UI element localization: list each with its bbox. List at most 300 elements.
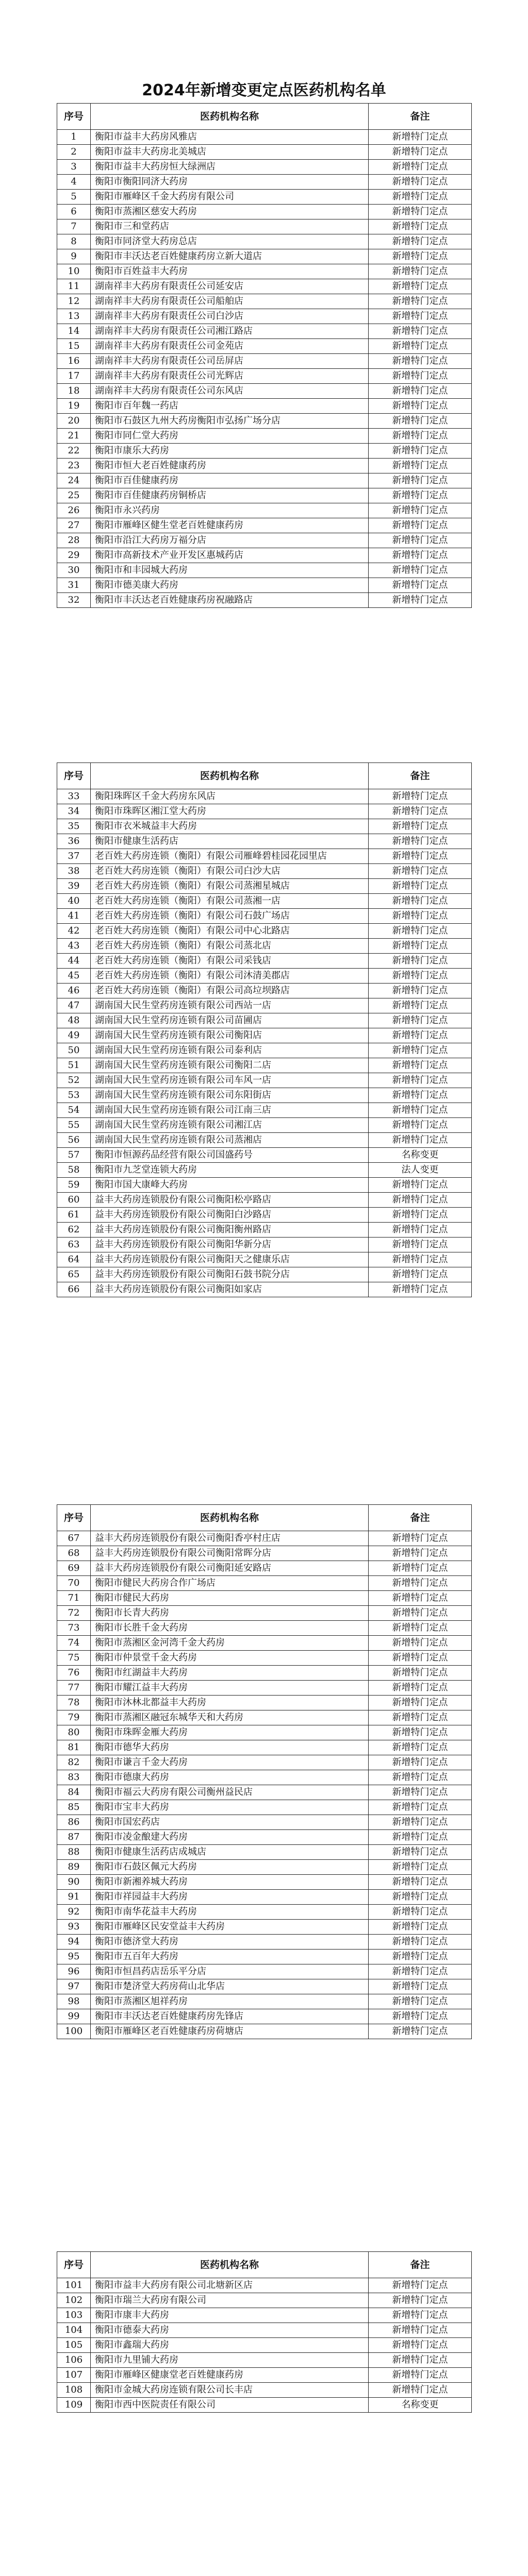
row-institution-name: 衡阳市百姓益丰大药房	[91, 264, 369, 279]
table-row	[57, 309, 472, 324]
row-institution-name: 湖南祥丰大药房有限责任公司东风店	[91, 384, 369, 399]
row-institution-name: 衡阳市和丰园城大药房	[91, 563, 369, 578]
row-note: 新增特门定点	[369, 533, 472, 548]
row-institution-name: 衡阳市石鼓区九州大药房衡阳市弘扬广场分店	[91, 414, 369, 429]
document-title: 2024年新增变更定点医药机构名单	[142, 81, 386, 99]
row-note: 新增特门定点	[369, 819, 472, 834]
row-institution-name: 衡阳市健民大药房	[91, 1591, 369, 1606]
row-note: 新增特门定点	[369, 2338, 472, 2353]
row-note: 新增特门定点	[369, 2293, 472, 2308]
row-seq: 34	[57, 804, 91, 819]
table-row	[57, 1875, 472, 1890]
row-institution-name: 衡阳市雁峰区千金大药房有限公司	[91, 190, 369, 205]
row-note: 新增特门定点	[369, 804, 472, 819]
row-institution-name: 老百姓大药房连锁（衡阳）有限公司白沙大店	[91, 864, 369, 879]
table-row	[57, 444, 472, 459]
table-row	[57, 1830, 472, 1845]
table-row	[57, 1920, 472, 1935]
row-seq: 93	[57, 1920, 91, 1935]
header-seq: 序号	[57, 104, 91, 130]
row-seq: 10	[57, 264, 91, 279]
row-seq: 77	[57, 1681, 91, 1696]
row-institution-name: 衡阳市益丰大药房恒大绿洲店	[91, 160, 369, 175]
table-row	[57, 1994, 472, 2009]
table-row	[57, 2278, 472, 2293]
row-note: 新增特门定点	[369, 219, 472, 234]
row-seq: 50	[57, 1043, 91, 1058]
row-institution-name: 衡阳市恒源药品经营有限公司国盛药号	[91, 1148, 369, 1163]
row-seq: 87	[57, 1830, 91, 1845]
table-row	[57, 819, 472, 834]
row-seq: 109	[57, 2398, 91, 2413]
row-seq: 2	[57, 145, 91, 160]
row-note: 新增特门定点	[369, 1785, 472, 1800]
row-note: 新增特门定点	[369, 548, 472, 563]
table-row	[57, 1845, 472, 1860]
row-institution-name: 湖南国大民生堂药房连锁有限公司泰利店	[91, 1043, 369, 1058]
row-institution-name: 老百姓大药房连锁（衡阳）有限公司中心北路店	[91, 924, 369, 939]
table-row	[57, 1905, 472, 1920]
row-institution-name: 衡阳市九里铺大药房	[91, 2353, 369, 2368]
row-seq: 56	[57, 1133, 91, 1148]
row-note: 新增特门定点	[369, 1028, 472, 1043]
row-seq: 1	[57, 130, 91, 145]
row-seq: 76	[57, 1666, 91, 1681]
row-note: 新增特门定点	[369, 1178, 472, 1193]
row-institution-name: 衡阳市西中医院责任有限公司	[91, 2398, 369, 2413]
row-seq: 69	[57, 1561, 91, 1576]
row-institution-name: 老百姓大药房连锁（衡阳）有限公司采钱店	[91, 954, 369, 969]
row-seq: 21	[57, 429, 91, 444]
row-seq: 14	[57, 324, 91, 339]
row-institution-name: 湖南国大民生堂药房连锁有限公司东阳街店	[91, 1088, 369, 1103]
row-note: 新增特门定点	[369, 849, 472, 864]
row-institution-name: 湖南国大民生堂药房连锁有限公司蒸湘店	[91, 1133, 369, 1148]
table-row	[57, 503, 472, 518]
row-note: 新增特门定点	[369, 1606, 472, 1621]
table-row	[57, 2009, 472, 2024]
row-note: 新增特门定点	[369, 593, 472, 608]
row-institution-name: 衡阳市蒸湘区融冠东城华天和大药房	[91, 1710, 369, 1725]
table-row	[57, 414, 472, 429]
row-seq: 40	[57, 894, 91, 909]
table-row	[57, 1013, 472, 1028]
row-note: 新增特门定点	[369, 1651, 472, 1666]
row-note: 新增特门定点	[369, 518, 472, 533]
row-note: 新增特门定点	[369, 1073, 472, 1088]
row-institution-name: 衡阳市珠晖金雁大药房	[91, 1725, 369, 1740]
table-row	[57, 399, 472, 414]
row-seq: 24	[57, 473, 91, 488]
row-institution-name: 湖南祥丰大药房有限责任公司白沙店	[91, 309, 369, 324]
row-institution-name: 衡阳市永兴药房	[91, 503, 369, 518]
table-row	[57, 2323, 472, 2338]
table-row	[57, 1238, 472, 1252]
row-note: 新增特门定点	[369, 998, 472, 1013]
row-note: 新增特门定点	[369, 444, 472, 459]
row-institution-name: 湖南祥丰大药房有限责任公司船舶店	[91, 294, 369, 309]
row-seq: 25	[57, 488, 91, 503]
row-note: 新增特门定点	[369, 789, 472, 804]
row-note: 新增特门定点	[369, 969, 472, 984]
row-note: 新增特门定点	[369, 578, 472, 593]
row-institution-name: 衡阳珠晖区千金大药房东风店	[91, 789, 369, 804]
row-note: 新增特门定点	[369, 2383, 472, 2398]
header-name: 医药机构名称	[91, 2252, 369, 2278]
row-institution-name: 衡阳市国大康峰大药房	[91, 1178, 369, 1193]
row-institution-name: 衡阳市恒昌药店岳乐平分店	[91, 1964, 369, 1979]
table-row	[57, 849, 472, 864]
row-note: 新增特门定点	[369, 1905, 472, 1920]
row-institution-name: 衡阳市益丰大药房北美城店	[91, 145, 369, 160]
row-institution-name: 益丰大药房连锁股份有限公司衡阳延安路店	[91, 1561, 369, 1576]
table-row	[57, 1073, 472, 1088]
row-institution-name: 衡阳市蒸湘区金河湾千金大药房	[91, 1636, 369, 1651]
row-seq: 78	[57, 1696, 91, 1710]
row-seq: 103	[57, 2308, 91, 2323]
row-note: 新增特门定点	[369, 264, 472, 279]
row-seq: 15	[57, 339, 91, 354]
row-note: 新增特门定点	[369, 1103, 472, 1118]
row-seq: 27	[57, 518, 91, 533]
row-institution-name: 衡阳市宝丰大药房	[91, 1800, 369, 1815]
row-seq: 95	[57, 1950, 91, 1964]
header-note: 备注	[369, 1505, 472, 1531]
row-institution-name: 益丰大药房连锁股份有限公司衡阳衡州路店	[91, 1223, 369, 1238]
row-note: 新增特门定点	[369, 879, 472, 894]
row-seq: 98	[57, 1994, 91, 2009]
row-institution-name: 衡阳市福云大药房有限公司衡州益民店	[91, 1785, 369, 1800]
row-note: 新增特门定点	[369, 1561, 472, 1576]
table-row	[57, 2024, 472, 2039]
row-institution-name: 衡阳市鑫瑞大药房	[91, 2338, 369, 2353]
row-institution-name: 衡阳市百佳健康药房	[91, 473, 369, 488]
row-note: 法人变更	[369, 1163, 472, 1178]
row-seq: 89	[57, 1860, 91, 1875]
row-seq: 79	[57, 1710, 91, 1725]
table-row	[57, 518, 472, 533]
row-seq: 53	[57, 1088, 91, 1103]
row-seq: 81	[57, 1740, 91, 1755]
row-seq: 18	[57, 384, 91, 399]
table-row	[57, 1148, 472, 1163]
table-row	[57, 1636, 472, 1651]
header-name: 医药机构名称	[91, 1505, 369, 1531]
row-note: 新增特门定点	[369, 1591, 472, 1606]
row-seq: 99	[57, 2009, 91, 2024]
row-seq: 66	[57, 1282, 91, 1297]
row-note: 名称变更	[369, 1148, 472, 1163]
row-note: 新增特门定点	[369, 249, 472, 264]
row-seq: 67	[57, 1531, 91, 1546]
table-row	[57, 1710, 472, 1725]
row-note: 新增特门定点	[369, 2009, 472, 2024]
row-institution-name: 衡阳市同济堂大药房总店	[91, 234, 369, 249]
row-institution-name: 湖南祥丰大药房有限责任公司金苑店	[91, 339, 369, 354]
table-row	[57, 339, 472, 354]
row-institution-name: 衡阳市长青大药房	[91, 1606, 369, 1621]
row-seq: 7	[57, 219, 91, 234]
row-note: 新增特门定点	[369, 473, 472, 488]
row-seq: 5	[57, 190, 91, 205]
row-institution-name: 衡阳市康丰大药房	[91, 2308, 369, 2323]
row-seq: 60	[57, 1193, 91, 1208]
table-row	[57, 909, 472, 924]
row-institution-name: 衡阳市凌金酿建大药房	[91, 1830, 369, 1845]
row-institution-name: 衡阳市国宏药店	[91, 1815, 369, 1830]
table-row	[57, 1935, 472, 1950]
table-row	[57, 1058, 472, 1073]
table-row	[57, 1725, 472, 1740]
row-seq: 20	[57, 414, 91, 429]
table-row	[57, 1267, 472, 1282]
row-note: 新增特门定点	[369, 1740, 472, 1755]
row-seq: 101	[57, 2278, 91, 2293]
row-seq: 62	[57, 1223, 91, 1238]
row-note: 新增特门定点	[369, 160, 472, 175]
table-row	[57, 578, 472, 593]
row-note: 新增特门定点	[369, 145, 472, 160]
row-seq: 52	[57, 1073, 91, 1088]
row-note: 新增特门定点	[369, 369, 472, 384]
row-seq: 6	[57, 205, 91, 219]
table-row	[57, 205, 472, 219]
row-institution-name: 湖南国大民生堂药房连锁有限公司苗圃店	[91, 1013, 369, 1028]
row-seq: 64	[57, 1252, 91, 1267]
row-institution-name: 衡阳市恒大老百姓健康药房	[91, 459, 369, 473]
row-note: 新增特门定点	[369, 175, 472, 190]
row-institution-name: 益丰大药房连锁股份有限公司衡阳白沙路店	[91, 1208, 369, 1223]
row-seq: 28	[57, 533, 91, 548]
row-institution-name: 衡阳市珠晖区湘江堂大药房	[91, 804, 369, 819]
table-row	[57, 1193, 472, 1208]
row-institution-name: 衡阳市雁峰区老百姓健康药房荷塘店	[91, 2024, 369, 2039]
row-institution-name: 衡阳市五百年大药房	[91, 1950, 369, 1964]
row-institution-name: 衡阳市德康大药房	[91, 1770, 369, 1785]
table-row	[57, 1546, 472, 1561]
row-note: 新增特门定点	[369, 1994, 472, 2009]
row-seq: 90	[57, 1875, 91, 1890]
table-row	[57, 279, 472, 294]
row-note: 新增特门定点	[369, 384, 472, 399]
row-note: 新增特门定点	[369, 1875, 472, 1890]
row-seq: 105	[57, 2338, 91, 2353]
row-institution-name: 衡阳市仲景堂千金大药房	[91, 1651, 369, 1666]
table-row	[57, 1043, 472, 1058]
row-note: 新增特门定点	[369, 503, 472, 518]
table-header-row	[57, 104, 472, 130]
row-institution-name: 衡阳市沐林北都益丰大药房	[91, 1696, 369, 1710]
table-row	[57, 1651, 472, 1666]
table-row	[57, 1800, 472, 1815]
table-row	[57, 249, 472, 264]
row-institution-name: 衡阳市金城大药房连锁有限公司长丰店	[91, 2383, 369, 2398]
row-note: 新增特门定点	[369, 1845, 472, 1860]
table-row	[57, 924, 472, 939]
table-row	[57, 384, 472, 399]
table-row	[57, 1890, 472, 1905]
table-row	[57, 984, 472, 998]
row-note: 新增特门定点	[369, 1696, 472, 1710]
table-row	[57, 1103, 472, 1118]
row-note: 新增特门定点	[369, 1133, 472, 1148]
row-seq: 65	[57, 1267, 91, 1282]
table-row	[57, 548, 472, 563]
row-institution-name: 衡阳市沿江大药房万福分店	[91, 533, 369, 548]
row-note: 新增特门定点	[369, 939, 472, 954]
row-institution-name: 湖南国大民生堂药房连锁有限公司江南三店	[91, 1103, 369, 1118]
row-institution-name: 衡阳市德泰大药房	[91, 2323, 369, 2338]
row-institution-name: 益丰大药房连锁股份有限公司衡阳松亭路店	[91, 1193, 369, 1208]
row-seq: 43	[57, 939, 91, 954]
table-row	[57, 324, 472, 339]
table-row	[57, 1860, 472, 1875]
table-row	[57, 1681, 472, 1696]
row-institution-name: 衡阳市蒸湘区慈安大药房	[91, 205, 369, 219]
row-seq: 73	[57, 1621, 91, 1636]
row-seq: 42	[57, 924, 91, 939]
row-note: 新增特门定点	[369, 563, 472, 578]
table-row	[57, 969, 472, 984]
row-seq: 13	[57, 309, 91, 324]
table-row	[57, 1028, 472, 1043]
row-seq: 9	[57, 249, 91, 264]
row-institution-name: 衡阳市耀江益丰大药房	[91, 1681, 369, 1696]
table-row	[57, 1208, 472, 1223]
row-institution-name: 益丰大药房连锁股份有限公司衡阳常晖分店	[91, 1546, 369, 1561]
table-row	[57, 354, 472, 369]
row-seq: 17	[57, 369, 91, 384]
table-row	[57, 2338, 472, 2353]
row-note: 新增特门定点	[369, 294, 472, 309]
row-institution-name: 衡阳市祥园益丰大药房	[91, 1890, 369, 1905]
table-row	[57, 2308, 472, 2323]
row-seq: 83	[57, 1770, 91, 1785]
table-row	[57, 1606, 472, 1621]
row-seq: 32	[57, 593, 91, 608]
row-note: 新增特门定点	[369, 1770, 472, 1785]
row-institution-name: 衡阳市红湖益丰大药房	[91, 1666, 369, 1681]
row-seq: 38	[57, 864, 91, 879]
row-note: 新增特门定点	[369, 1830, 472, 1845]
row-institution-name: 衡阳市楚济堂大药房荷山北华店	[91, 1979, 369, 1994]
row-seq: 45	[57, 969, 91, 984]
row-seq: 31	[57, 578, 91, 593]
row-note: 新增特门定点	[369, 1636, 472, 1651]
table-row	[57, 1163, 472, 1178]
table-row	[57, 1964, 472, 1979]
row-seq: 59	[57, 1178, 91, 1193]
row-note: 新增特门定点	[369, 279, 472, 294]
row-institution-name: 老百姓大药房连锁（衡阳）有限公司高垃坝路店	[91, 984, 369, 998]
row-note: 新增特门定点	[369, 1576, 472, 1591]
table-row	[57, 1696, 472, 1710]
row-note: 新增特门定点	[369, 1979, 472, 1994]
row-institution-name: 衡阳市健康生活药店	[91, 834, 369, 849]
row-note: 新增特门定点	[369, 1267, 472, 1282]
row-institution-name: 衡阳市益丰大药房风雅店	[91, 130, 369, 145]
row-seq: 23	[57, 459, 91, 473]
row-note: 新增特门定点	[369, 1681, 472, 1696]
row-institution-name: 衡阳市德美康大药房	[91, 578, 369, 593]
row-institution-name: 衡阳市南华花益丰大药房	[91, 1905, 369, 1920]
table-row	[57, 2293, 472, 2308]
table-row	[57, 1561, 472, 1576]
row-institution-name: 衡阳市百佳健康药房铜桥店	[91, 488, 369, 503]
row-institution-name: 老百姓大药房连锁（衡阳）有限公司蒸湘星城店	[91, 879, 369, 894]
row-institution-name: 衡阳市石鼓区佩元大药房	[91, 1860, 369, 1875]
row-note: 新增特门定点	[369, 459, 472, 473]
table-row	[57, 130, 472, 145]
row-institution-name: 益丰大药房连锁股份有限公司衡阳华新分店	[91, 1238, 369, 1252]
row-seq: 44	[57, 954, 91, 969]
row-note: 新增特门定点	[369, 1043, 472, 1058]
row-seq: 92	[57, 1905, 91, 1920]
row-note: 新增特门定点	[369, 130, 472, 145]
row-seq: 55	[57, 1118, 91, 1133]
table-row	[57, 1591, 472, 1606]
table-row	[57, 2353, 472, 2368]
row-seq: 88	[57, 1845, 91, 1860]
row-seq: 35	[57, 819, 91, 834]
row-seq: 102	[57, 2293, 91, 2308]
header-seq: 序号	[57, 1505, 91, 1531]
table-row	[57, 175, 472, 190]
row-note: 新增特门定点	[369, 2323, 472, 2338]
row-seq: 68	[57, 1546, 91, 1561]
row-note: 新增特门定点	[369, 1666, 472, 1681]
row-seq: 86	[57, 1815, 91, 1830]
row-note: 新增特门定点	[369, 1531, 472, 1546]
row-note: 新增特门定点	[369, 1920, 472, 1935]
row-seq: 94	[57, 1935, 91, 1950]
table-row	[57, 1755, 472, 1770]
row-seq: 49	[57, 1028, 91, 1043]
row-institution-name: 衡阳市谦言千金大药房	[91, 1755, 369, 1770]
table-row	[57, 789, 472, 804]
row-institution-name: 湖南祥丰大药房有限责任公司光辉店	[91, 369, 369, 384]
table-row	[57, 2368, 472, 2383]
table-row	[57, 1950, 472, 1964]
row-institution-name: 益丰大药房连锁股份有限公司衡阳石鼓书院分店	[91, 1267, 369, 1282]
row-seq: 54	[57, 1103, 91, 1118]
row-note: 新增特门定点	[369, 234, 472, 249]
table-row	[57, 1252, 472, 1267]
row-institution-name: 衡阳市新湘养城大药房	[91, 1875, 369, 1890]
row-note: 新增特门定点	[369, 909, 472, 924]
row-note: 新增特门定点	[369, 2308, 472, 2323]
row-note: 新增特门定点	[369, 488, 472, 503]
row-seq: 11	[57, 279, 91, 294]
row-seq: 58	[57, 1163, 91, 1178]
row-note: 新增特门定点	[369, 1621, 472, 1636]
institution-table-page-2	[57, 762, 472, 1297]
row-institution-name: 衡阳市德济堂大药房	[91, 1935, 369, 1950]
row-note: 新增特门定点	[369, 1013, 472, 1028]
table-row	[57, 219, 472, 234]
table-row	[57, 473, 472, 488]
row-institution-name: 湖南国大民生堂药房连锁有限公司车风一店	[91, 1073, 369, 1088]
row-institution-name: 老百姓大药房连锁（衡阳）有限公司沐清美郡店	[91, 969, 369, 984]
row-note: 新增特门定点	[369, 2353, 472, 2368]
row-note: 新增特门定点	[369, 399, 472, 414]
row-note: 新增特门定点	[369, 1710, 472, 1725]
row-note: 新增特门定点	[369, 1223, 472, 1238]
header-note: 备注	[369, 104, 472, 130]
table-row	[57, 533, 472, 548]
row-seq: 106	[57, 2353, 91, 2368]
row-note: 新增特门定点	[369, 954, 472, 969]
